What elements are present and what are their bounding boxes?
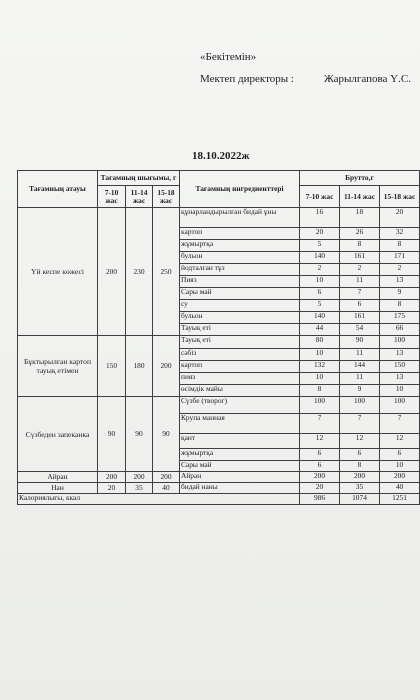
- ingredient-brutto: 9: [340, 385, 380, 397]
- ingredient-brutto: 40: [380, 483, 420, 494]
- dish-portion: 180: [126, 336, 153, 397]
- ingredient-brutto: 7: [300, 414, 340, 434]
- ingredient-brutto: 12: [300, 434, 340, 449]
- ingredient-brutto: 6: [340, 300, 380, 312]
- dish-portion: 90: [153, 397, 180, 472]
- ingredient-brutto: 8: [300, 385, 340, 397]
- header-ingredients: Тағамның ингредиенттері: [180, 171, 300, 208]
- ingredient-brutto: 175: [380, 312, 420, 324]
- ingredient-brutto: 6: [300, 288, 340, 300]
- dish-portion: 200: [98, 472, 126, 483]
- ingredient-brutto: 200: [380, 472, 420, 483]
- approval-title: «Бекітемін»: [200, 51, 257, 63]
- header-dish-name: Тағамның атауы: [18, 171, 98, 208]
- header-brutto-age: 11-14 жас: [340, 186, 380, 208]
- ingredient-brutto: 144: [340, 361, 380, 373]
- ingredient-brutto: 90: [340, 336, 380, 349]
- dish-portion: 200: [98, 208, 126, 336]
- total-row: [18, 494, 420, 505]
- ingredient-name: картоп: [180, 361, 300, 373]
- ingredient-brutto: 7: [340, 288, 380, 300]
- ingredient-brutto: 10: [380, 461, 420, 472]
- ingredient-brutto: 8: [380, 240, 420, 252]
- ingredient-name: Айран: [180, 472, 300, 483]
- header-brutto-age: 7-10 жас: [300, 186, 340, 208]
- ingredient-brutto: 80: [300, 336, 340, 349]
- ingredient-brutto: 2: [380, 264, 420, 276]
- ingredient-name: сәбіз: [180, 349, 300, 361]
- ingredient-brutto: 10: [300, 349, 340, 361]
- dish-portion: 20: [98, 483, 126, 494]
- ingredient-brutto: 20: [300, 228, 340, 240]
- dish-portion: 230: [126, 208, 153, 336]
- ingredient-brutto: 35: [340, 483, 380, 494]
- dish-portion: 90: [126, 397, 153, 472]
- ingredient-name: Тауық еті: [180, 336, 300, 349]
- ingredient-brutto: 161: [340, 312, 380, 324]
- ingredient-name: жұмыртқа: [180, 449, 300, 461]
- ingredient-row: [18, 472, 420, 483]
- ingredient-brutto: 161: [340, 252, 380, 264]
- ingredient-brutto: 44: [300, 324, 340, 336]
- ingredient-brutto: 18: [340, 208, 380, 228]
- ingredient-brutto: 8: [380, 300, 420, 312]
- ingredient-brutto: 200: [300, 472, 340, 483]
- ingredient-brutto: 171: [380, 252, 420, 264]
- ingredient-name: қант: [180, 434, 300, 449]
- ingredient-brutto: 20: [380, 208, 420, 228]
- total-value: 1251: [380, 494, 420, 505]
- ingredient-name: Пияз: [180, 276, 300, 288]
- dish-portion: 250: [153, 208, 180, 336]
- ingredient-brutto: 10: [380, 385, 420, 397]
- dish-name: Сүзбеден запеканка: [18, 397, 98, 472]
- ingredient-name: жұмыртқа: [180, 240, 300, 252]
- ingredient-name: су: [180, 300, 300, 312]
- dish-portion: 200: [153, 336, 180, 397]
- ingredient-brutto: 6: [340, 449, 380, 461]
- dish-portion: 90: [98, 397, 126, 472]
- ingredient-brutto: 7: [340, 414, 380, 434]
- ingredient-name: бидай наны: [180, 483, 300, 494]
- header-portion-age: 11-14 жас: [126, 186, 153, 208]
- ingredient-brutto: 10: [300, 373, 340, 385]
- ingredient-name: өсімдік майы: [180, 385, 300, 397]
- dish-portion: 150: [98, 336, 126, 397]
- total-label: Калориялығы, ккал: [18, 494, 300, 505]
- ingredient-brutto: 12: [340, 434, 380, 449]
- dish-name: Нан: [18, 483, 98, 494]
- ingredient-brutto: 16: [300, 208, 340, 228]
- ingredient-name: Сары май: [180, 288, 300, 300]
- ingredient-brutto: 11: [340, 349, 380, 361]
- ingredient-brutto: 26: [340, 228, 380, 240]
- ingredient-brutto: 200: [340, 472, 380, 483]
- dish-portion: 200: [153, 472, 180, 483]
- header-portion: Тағамның шығымы, г: [98, 171, 180, 186]
- ingredient-name: картоп: [180, 228, 300, 240]
- total-value: 1074: [340, 494, 380, 505]
- ingredient-brutto: 12: [380, 434, 420, 449]
- ingredient-brutto: 100: [300, 397, 340, 414]
- menu-table: [17, 170, 420, 505]
- ingredient-brutto: 2: [340, 264, 380, 276]
- ingredient-name: бульон: [180, 312, 300, 324]
- ingredient-brutto: 100: [380, 336, 420, 349]
- dish-name: Айран: [18, 472, 98, 483]
- ingredient-brutto: 13: [380, 349, 420, 361]
- ingredient-brutto: 150: [380, 361, 420, 373]
- ingredient-brutto: 20: [300, 483, 340, 494]
- header-portion-age: 15-18 жас: [153, 186, 180, 208]
- ingredient-brutto: 13: [380, 373, 420, 385]
- ingredient-row: [18, 208, 420, 228]
- dish-name: Үй кеспе көжесі: [18, 208, 98, 336]
- ingredient-brutto: 11: [340, 373, 380, 385]
- ingredient-brutto: 5: [300, 240, 340, 252]
- ingredient-name: йодталған тұз: [180, 264, 300, 276]
- ingredient-brutto: 100: [340, 397, 380, 414]
- ingredient-name: Сүзбе (творог): [180, 397, 300, 414]
- dish-name: Бұктырылған картоп тауық етімен: [18, 336, 98, 397]
- ingredient-brutto: 13: [380, 276, 420, 288]
- ingredient-brutto: 32: [380, 228, 420, 240]
- ingredient-brutto: 10: [300, 276, 340, 288]
- ingredient-brutto: 7: [380, 414, 420, 434]
- ingredient-name: бульон: [180, 252, 300, 264]
- ingredient-brutto: 8: [340, 461, 380, 472]
- ingredient-brutto: 66: [380, 324, 420, 336]
- menu-body: [18, 208, 420, 494]
- ingredient-name: Крупа манная: [180, 414, 300, 434]
- menu-date: 18.10.2022ж: [192, 150, 250, 162]
- ingredient-brutto: 8: [340, 240, 380, 252]
- dish-portion: 40: [153, 483, 180, 494]
- ingredient-brutto: 54: [340, 324, 380, 336]
- header-brutto: Брутто,г: [300, 171, 420, 186]
- ingredient-brutto: 140: [300, 312, 340, 324]
- ingredient-name: Тауық еті: [180, 324, 300, 336]
- ingredient-brutto: 6: [300, 449, 340, 461]
- ingredient-brutto: 2: [300, 264, 340, 276]
- ingredient-name: Сары май: [180, 461, 300, 472]
- ingredient-row: [18, 397, 420, 414]
- ingredient-row: [18, 483, 420, 494]
- ingredient-brutto: 100: [380, 397, 420, 414]
- header-brutto-age: 15-18 жас: [380, 186, 420, 208]
- total-value: 986: [300, 494, 340, 505]
- ingredient-brutto: 6: [300, 461, 340, 472]
- ingredient-brutto: 5: [300, 300, 340, 312]
- approval-position: Мектеп директоры :: [200, 73, 294, 85]
- ingredient-brutto: 11: [340, 276, 380, 288]
- dish-portion: 200: [126, 472, 153, 483]
- ingredient-name: пияз: [180, 373, 300, 385]
- ingredient-brutto: 132: [300, 361, 340, 373]
- header-portion-age: 7-10 жас: [98, 186, 126, 208]
- ingredient-brutto: 140: [300, 252, 340, 264]
- ingredient-brutto: 9: [380, 288, 420, 300]
- dish-portion: 35: [126, 483, 153, 494]
- ingredient-brutto: 6: [380, 449, 420, 461]
- ingredient-row: [18, 336, 420, 349]
- approval-signatory: Жарылгапова Ү.С.: [324, 73, 411, 85]
- ingredient-name: құнарландырылған бидай ұны: [180, 208, 300, 228]
